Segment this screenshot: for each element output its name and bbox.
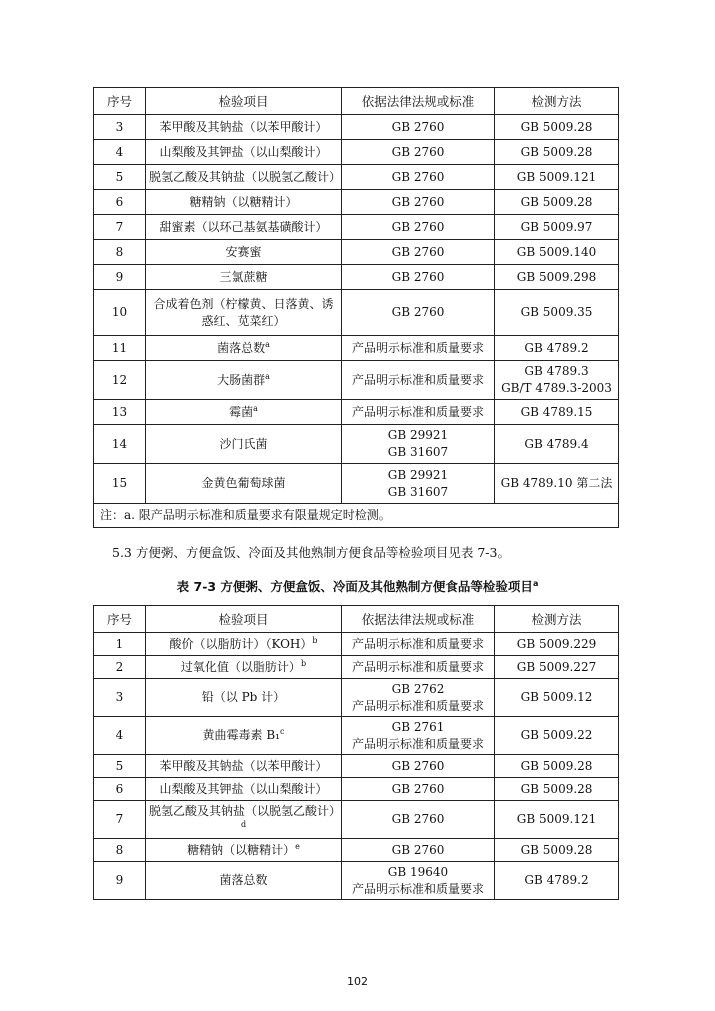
cell-item xyxy=(146,633,342,656)
note-row xyxy=(94,504,619,528)
cell-item xyxy=(146,801,342,839)
item-text: 黄曲霉毒素 B₁ xyxy=(202,728,280,742)
cell-item xyxy=(146,190,342,215)
method-line: GB 5009.28 xyxy=(520,119,593,134)
cell-no: 10 xyxy=(94,290,146,336)
basis-line: GB 29921 xyxy=(387,428,449,442)
basis-line: GB 31607 xyxy=(387,484,449,499)
table-row xyxy=(94,400,619,425)
table-caption xyxy=(0,577,715,595)
basis-line: GB 2760 xyxy=(391,144,445,159)
item-text: 三氯蔗糖 xyxy=(219,269,268,284)
cell-method xyxy=(495,862,619,900)
cell-item xyxy=(146,425,342,464)
table-row xyxy=(94,290,619,336)
cell-item xyxy=(146,115,342,140)
basis-line: 产品明示标准和质量要求 xyxy=(351,404,484,419)
method-line: GB 5009.121 xyxy=(516,812,597,826)
table-row xyxy=(94,265,619,290)
cell-method xyxy=(495,336,619,361)
cell-no: 8 xyxy=(94,240,146,265)
cell-method xyxy=(495,215,619,240)
table-row xyxy=(94,215,619,240)
method-line: GB 5009.28 xyxy=(520,758,593,773)
cell-item xyxy=(146,717,342,755)
cell-no: 1 xyxy=(94,633,146,656)
cell-no: 12 xyxy=(94,361,146,400)
cell-item xyxy=(146,140,342,165)
cell-no: 6 xyxy=(94,778,146,801)
header-no: 序号 xyxy=(94,88,146,115)
method-line: GB 5009.298 xyxy=(516,269,597,284)
cell-no: 3 xyxy=(94,115,146,140)
cell-item xyxy=(146,361,342,400)
cell-basis xyxy=(342,778,495,801)
cell-no: 7 xyxy=(94,801,146,839)
cell-basis xyxy=(342,215,495,240)
item-text: 铅（以 Pb 计） xyxy=(201,690,286,704)
table-2-body xyxy=(94,633,619,900)
cell-method xyxy=(495,801,619,839)
basis-line: 产品明示标准和质量要求 xyxy=(351,881,484,896)
basis-line: GB 2760 xyxy=(391,244,445,259)
cell-basis xyxy=(342,801,495,839)
cell-item xyxy=(146,265,342,290)
item-footnote-mark: b xyxy=(312,635,318,645)
item-footnote-mark: a xyxy=(253,403,258,413)
item-text: 山梨酸及其钾盐（以山梨酸计） xyxy=(159,781,328,796)
table-row xyxy=(94,679,619,717)
item-text: 大肠菌群 xyxy=(217,372,266,387)
table-header-row xyxy=(94,88,619,115)
item-text: 酸价（以脂肪计）（KOH） xyxy=(169,636,313,651)
cell-no: 9 xyxy=(94,265,146,290)
method-line: GB 5009.28 xyxy=(520,194,593,209)
cell-item xyxy=(146,400,342,425)
item-text: 合成着色剂（柠檬黄、日落黄、诱惑红、苋菜红） xyxy=(153,296,334,328)
table-row xyxy=(94,862,619,900)
basis-line: GB 2761 xyxy=(391,719,445,734)
basis-line: GB 19640 xyxy=(387,864,449,879)
basis-line: 产品明示标准和质量要求 xyxy=(351,340,484,355)
cell-method xyxy=(495,633,619,656)
basis-line: GB 2760 xyxy=(391,305,445,319)
cell-basis xyxy=(342,862,495,900)
cell-no: 9 xyxy=(94,862,146,900)
cell-method xyxy=(495,115,619,140)
cell-basis xyxy=(342,265,495,290)
item-text: 苯甲酸及其钠盐（以苯甲酸计） xyxy=(159,758,328,773)
cell-item xyxy=(146,755,342,778)
item-text: 糖精钠（以糖精计） xyxy=(187,842,296,857)
item-text: 沙门氏菌 xyxy=(219,436,268,451)
method-line: GB 5009.229 xyxy=(516,636,597,651)
method-line: GB 5009.28 xyxy=(520,144,593,159)
cell-method xyxy=(495,140,619,165)
cell-item xyxy=(146,862,342,900)
item-text: 菌落总数 xyxy=(219,873,268,887)
method-line: GB 5009.97 xyxy=(520,219,593,234)
cell-method xyxy=(495,679,619,717)
method-line: GB/T 4789.3-2003 xyxy=(501,381,612,395)
cell-no: 15 xyxy=(94,464,146,504)
basis-line: GB 2760 xyxy=(391,812,445,826)
table-row xyxy=(94,633,619,656)
cell-basis xyxy=(342,633,495,656)
table-note: 注：a. 限产品明示标准和质量要求有限量规定时检测。 xyxy=(94,504,619,528)
basis-line: GB 2760 xyxy=(391,119,445,134)
cell-method xyxy=(495,755,619,778)
basis-line: GB 2760 xyxy=(391,169,445,184)
cell-no: 2 xyxy=(94,656,146,679)
cell-basis xyxy=(342,717,495,755)
method-line: GB 4789.2 xyxy=(524,340,589,355)
header-basis: 依据法律法规或标准 xyxy=(342,606,495,633)
header-item: 检验项目 xyxy=(146,88,342,115)
table-row xyxy=(94,464,619,504)
cell-basis xyxy=(342,336,495,361)
item-footnote-mark: a xyxy=(265,339,270,349)
cell-no: 6 xyxy=(94,190,146,215)
basis-line: 产品明示标准和质量要求 xyxy=(351,372,484,387)
basis-line: GB 2760 xyxy=(391,781,445,796)
cell-item xyxy=(146,778,342,801)
caption-sup: a xyxy=(532,578,539,588)
header-item: 检验项目 xyxy=(146,606,342,633)
method-line: GB 4789.3 xyxy=(524,364,589,378)
cell-method xyxy=(495,778,619,801)
table-row xyxy=(94,115,619,140)
cell-method xyxy=(495,265,619,290)
cell-no: 5 xyxy=(94,165,146,190)
cell-method xyxy=(495,240,619,265)
table-row xyxy=(94,190,619,215)
table-row xyxy=(94,778,619,801)
cell-no: 4 xyxy=(94,717,146,755)
method-line: GB 5009.227 xyxy=(516,659,597,674)
table-1-body xyxy=(94,115,619,528)
section-paragraph: 5.3 方便粥、方便盒饭、冷面及其他熟制方便食品等检验项目见表 7-3。 xyxy=(112,545,510,560)
method-line: GB 5009.28 xyxy=(520,842,593,857)
cell-method xyxy=(495,190,619,215)
table-row xyxy=(94,140,619,165)
method-line: GB 5009.12 xyxy=(520,690,593,704)
cell-basis xyxy=(342,290,495,336)
basis-line: GB 2760 xyxy=(391,842,445,857)
cell-method xyxy=(495,361,619,400)
table-row xyxy=(94,656,619,679)
cell-item xyxy=(146,240,342,265)
table-row xyxy=(94,801,619,839)
cell-method xyxy=(495,290,619,336)
method-line: GB 4789.15 xyxy=(520,404,593,419)
cell-method xyxy=(495,400,619,425)
table-row xyxy=(94,717,619,755)
caption-text: 表 7-3 方便粥、方便盒饭、冷面及其他熟制方便食品等检验项目 xyxy=(176,579,533,594)
cell-no: 13 xyxy=(94,400,146,425)
table-2 xyxy=(93,605,619,900)
basis-line: 产品明示标准和质量要求 xyxy=(351,698,484,713)
cell-basis xyxy=(342,400,495,425)
method-line: GB 4789.10 第二法 xyxy=(500,476,613,490)
cell-basis xyxy=(342,839,495,862)
item-footnote-mark: b xyxy=(300,658,307,668)
item-footnote-mark: d xyxy=(240,819,247,829)
basis-line: GB 29921 xyxy=(387,467,449,482)
cell-method xyxy=(495,839,619,862)
basis-line: GB 2760 xyxy=(391,269,445,284)
cell-no: 5 xyxy=(94,755,146,778)
cell-basis xyxy=(342,190,495,215)
item-text: 菌落总数 xyxy=(217,340,266,355)
table-1 xyxy=(93,87,619,528)
item-text: 脱氢乙酸及其钠盐（以脱氢乙酸计） xyxy=(149,803,342,818)
basis-line: GB 31607 xyxy=(387,445,449,459)
method-line: GB 5009.35 xyxy=(520,305,593,319)
cell-item xyxy=(146,215,342,240)
table-row xyxy=(94,361,619,400)
cell-method xyxy=(495,717,619,755)
basis-line: GB 2760 xyxy=(391,219,445,234)
method-line: GB 4789.4 xyxy=(524,436,589,451)
cell-no: 4 xyxy=(94,140,146,165)
cell-item xyxy=(146,336,342,361)
cell-no: 3 xyxy=(94,679,146,717)
cell-no: 14 xyxy=(94,425,146,464)
header-method: 检测方法 xyxy=(495,88,619,115)
table-row xyxy=(94,839,619,862)
table-row xyxy=(94,165,619,190)
cell-item xyxy=(146,165,342,190)
table-row xyxy=(94,425,619,464)
cell-basis xyxy=(342,755,495,778)
cell-method xyxy=(495,425,619,464)
item-text: 安赛蜜 xyxy=(225,244,262,259)
basis-line: 产品明示标准和质量要求 xyxy=(351,636,484,651)
cell-no: 8 xyxy=(94,839,146,862)
method-line: GB 5009.140 xyxy=(516,244,597,259)
cell-method xyxy=(495,464,619,504)
basis-line: GB 2760 xyxy=(391,194,445,209)
cell-basis xyxy=(342,115,495,140)
cell-no: 11 xyxy=(94,336,146,361)
table-row xyxy=(94,755,619,778)
item-text: 霉菌 xyxy=(229,404,254,419)
cell-item xyxy=(146,679,342,717)
cell-item xyxy=(146,464,342,504)
cell-basis xyxy=(342,425,495,464)
cell-basis xyxy=(342,464,495,504)
item-text: 甜蜜素（以环己基氨基磺酸计） xyxy=(159,219,328,234)
basis-line: GB 2762 xyxy=(391,681,445,696)
item-footnote-mark: a xyxy=(265,371,270,381)
basis-line: GB 2760 xyxy=(391,758,445,773)
cell-method xyxy=(495,656,619,679)
item-text: 过氧化值（以脂肪计） xyxy=(180,659,301,674)
table-row xyxy=(94,240,619,265)
item-text: 金黄色葡萄球菌 xyxy=(201,476,286,490)
header-no: 序号 xyxy=(94,606,146,633)
header-method: 检测方法 xyxy=(495,606,619,633)
basis-line: 产品明示标准和质量要求 xyxy=(351,659,484,674)
cell-basis xyxy=(342,165,495,190)
item-text: 山梨酸及其钾盐（以山梨酸计） xyxy=(159,144,328,159)
cell-basis xyxy=(342,240,495,265)
cell-basis xyxy=(342,140,495,165)
page-number: 102 xyxy=(347,975,368,988)
basis-line: 产品明示标准和质量要求 xyxy=(351,736,484,751)
table-row xyxy=(94,336,619,361)
cell-item xyxy=(146,839,342,862)
cell-method xyxy=(495,165,619,190)
cell-item xyxy=(146,290,342,336)
item-text: 脱氢乙酸及其钠盐（以脱氢乙酸计） xyxy=(149,169,342,184)
header-basis: 依据法律法规或标准 xyxy=(342,88,495,115)
method-line: GB 5009.28 xyxy=(520,781,593,796)
method-line: GB 4789.2 xyxy=(524,873,589,887)
method-line: GB 5009.22 xyxy=(520,728,593,742)
item-footnote-mark: e xyxy=(295,841,300,851)
item-text: 糖精钠（以糖精计） xyxy=(189,194,298,209)
cell-basis xyxy=(342,361,495,400)
table-header-row xyxy=(94,606,619,633)
cell-item xyxy=(146,656,342,679)
cell-basis xyxy=(342,679,495,717)
cell-basis xyxy=(342,656,495,679)
item-text: 苯甲酸及其钠盐（以苯甲酸计） xyxy=(159,119,328,134)
cell-no: 7 xyxy=(94,215,146,240)
method-line: GB 5009.121 xyxy=(516,169,597,184)
item-footnote-mark: c xyxy=(279,727,285,736)
